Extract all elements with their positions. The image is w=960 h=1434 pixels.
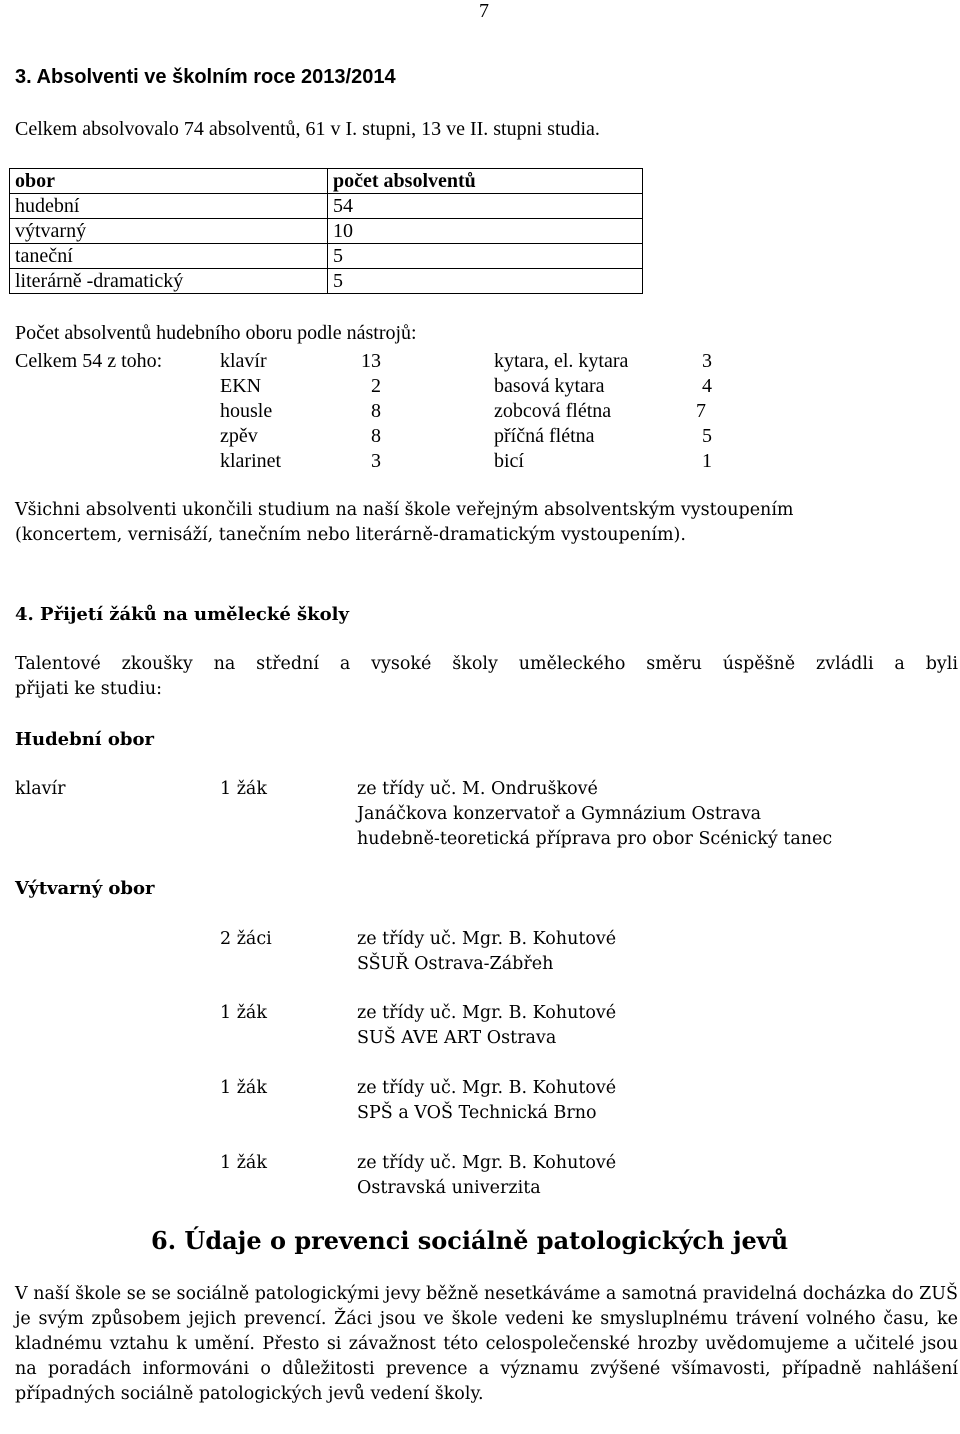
instrument-name: zobcová flétna (494, 400, 612, 422)
instrument-name: klarinet (220, 450, 282, 472)
entry-teacher: ze třídy uč. Mgr. B. Kohutové (357, 929, 617, 949)
instrument-count: 7 (696, 400, 706, 422)
instruments-prefix: Celkem 54 z toho: (15, 350, 163, 372)
table-cell: 5 (328, 269, 643, 294)
instrument-name: bicí (494, 450, 524, 472)
table-cell: 5 (328, 244, 643, 269)
table-cell: 54 (328, 194, 643, 219)
entry-school: Janáčkova konzervatoř a Gymnázium Ostrava (357, 804, 762, 824)
entry-school: SUŠ AVE ART Ostrava (357, 1028, 557, 1048)
instrument-count: 4 (702, 375, 712, 397)
table-row (10, 194, 643, 219)
table-header-cell: obor (10, 169, 328, 194)
entry-teacher: ze třídy uč. M. Ondruškové (357, 779, 598, 799)
table-cell: hudební (10, 194, 328, 219)
entry-label: klavír (15, 779, 66, 799)
instrument-count: 8 (371, 400, 381, 422)
instruments-title: Počet absolventů hudebního oboru podle nástrojů: (15, 322, 417, 344)
table-row (10, 244, 643, 269)
table-row (10, 269, 643, 294)
entry-count: 1 žák (220, 1003, 267, 1023)
entry-count: 2 žáci (220, 929, 272, 949)
instrument-count: 3 (702, 350, 712, 372)
section-3-heading: 3. Absolventi ve školním roce 2013/2014 (15, 66, 396, 88)
instrument-name: EKN (220, 375, 262, 397)
art-subheading: Výtvarný obor (15, 878, 155, 899)
entry-teacher: ze třídy uč. Mgr. B. Kohutové (357, 1153, 617, 1173)
instrument-count: 3 (371, 450, 381, 472)
graduates-summary: Celkem absolvovalo 74 absolventů, 61 v I. stupni, 13 ve II. stupni studia. (15, 118, 600, 140)
section-6-paragraph: V naší škole se se sociálně patologickými jevy běžně nesetkáváme a samotná pravidelná docházka do ZUŠ je svým způsobem jejich prevencí. Žáci jsou ve škole vedeni ke smysluplnému trávení volného času, ke kladnému vztahu k umění. Přesto si závažnost této celospolečenské hrozby uvědomujeme a učitelé jsou na poradách informováni o důležitosti prevence a významu zvýšené všímavosti, případně nahlášení případných sociálně patologických jevů vedení školy. (15, 1284, 958, 1404)
instrument-name: příčná flétna (494, 425, 595, 447)
instrument-count: 2 (371, 375, 381, 397)
entry-teacher: ze třídy uč. Mgr. B. Kohutové (357, 1003, 617, 1023)
entry-count: 1 žák (220, 1078, 267, 1098)
section-4-intro: Talentové zkoušky na střední a vysoké školy uměleckého směru úspěšně zvládli a byli (15, 654, 958, 674)
table-header-row (10, 169, 643, 194)
entry-school: SPŠ a VOŠ Technická Brno (357, 1103, 597, 1123)
table-header-cell: počet absolventů (328, 169, 643, 194)
section-4-heading: 4. Přijetí žáků na umělecké školy (15, 604, 349, 625)
entry-program: hudebně-teoretická příprava pro obor Scénický tanec (357, 829, 833, 849)
instrument-count: 1 (702, 450, 712, 472)
instrument-name: basová kytara (494, 375, 605, 397)
entry-count: 1 žák (220, 779, 267, 799)
entry-count: 1 žák (220, 1153, 267, 1173)
table-cell: výtvarný (10, 219, 328, 244)
table-cell: taneční (10, 244, 328, 269)
instrument-name: klavír (220, 350, 267, 372)
closing-text: Všichni absolventi ukončili studium na naší škole veřejným absolventským vystoupením (15, 500, 794, 520)
instrument-count: 13 (361, 350, 381, 372)
instrument-count: 8 (371, 425, 381, 447)
table-cell: 10 (328, 219, 643, 244)
entry-school: SŠUŘ Ostrava-Zábřeh (357, 954, 554, 974)
entry-school: Ostravská univerzita (357, 1178, 541, 1198)
instrument-name: kytara, el. kytara (494, 350, 629, 372)
instrument-count: 5 (702, 425, 712, 447)
instrument-name: housle (220, 400, 273, 422)
page-number: 7 (479, 0, 489, 22)
section-6-heading: 6. Údaje o prevenci sociálně patologických jevů (151, 1226, 789, 1255)
music-subheading: Hudební obor (15, 729, 154, 750)
instrument-name: zpěv (220, 425, 258, 447)
closing-text: (koncertem, vernisáží, tanečním nebo literárně-dramatickým vystoupením). (15, 525, 686, 545)
graduates-table (9, 168, 643, 294)
section-4-intro: přijati ke studiu: (15, 679, 162, 699)
table-cell: literárně -dramatický (10, 269, 328, 294)
table-row (10, 219, 643, 244)
entry-teacher: ze třídy uč. Mgr. B. Kohutové (357, 1078, 617, 1098)
